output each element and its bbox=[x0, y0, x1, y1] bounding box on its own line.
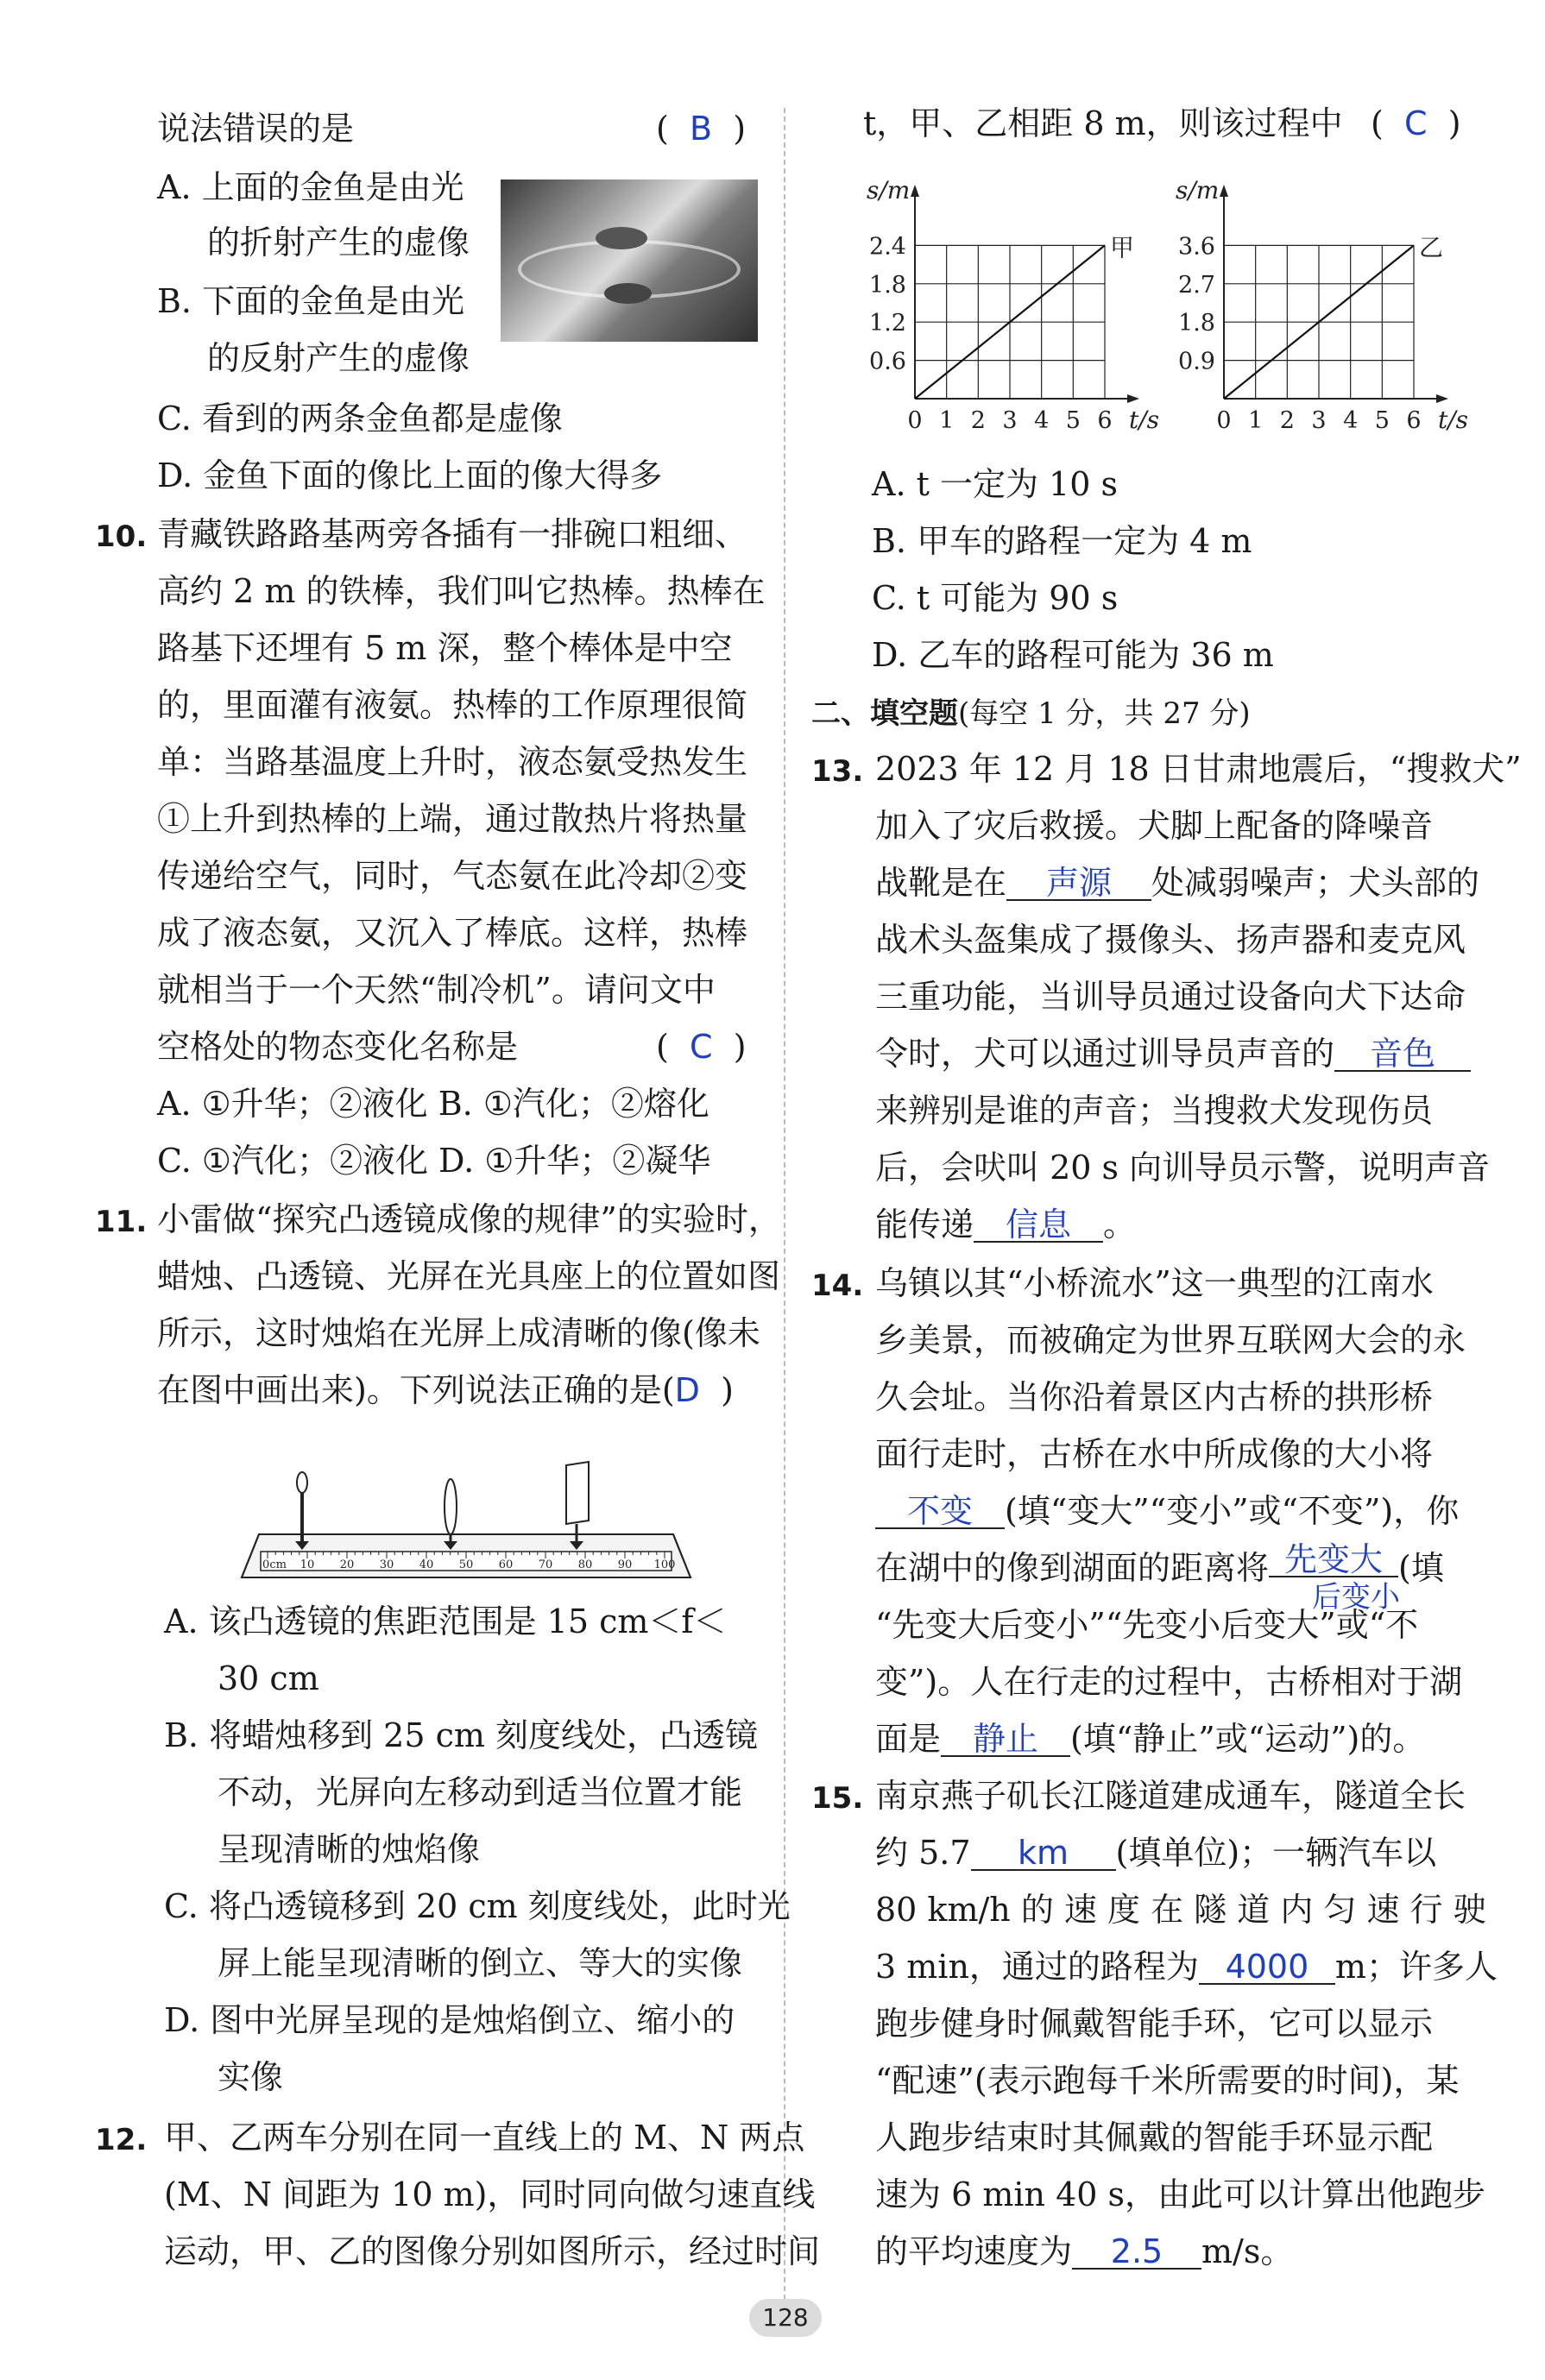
chart-jia bbox=[854, 173, 1165, 431]
page-number: 128 bbox=[749, 2299, 822, 2337]
goldfish-upper bbox=[596, 227, 647, 249]
goldfish-photo bbox=[501, 179, 758, 342]
candle-flame bbox=[297, 1472, 307, 1493]
column-divider bbox=[784, 108, 785, 2317]
q11-answer: D bbox=[674, 1371, 700, 1409]
q14-text: (填“变大”“变小”或“不变”)，你 bbox=[1005, 1492, 1460, 1530]
q9-option-a: A. 上面的金鱼是由光 bbox=[157, 168, 464, 206]
q15-text: 3 min，通过的路程为 bbox=[875, 1948, 1199, 1986]
y-tick-label: 0.9 bbox=[1178, 348, 1215, 375]
x-tick-label: 6 bbox=[1097, 407, 1113, 431]
q14-line bbox=[875, 1492, 1460, 1530]
q15-line bbox=[875, 2232, 1294, 2270]
y-axis-arrow bbox=[1220, 185, 1228, 197]
x-axis-label: t/s bbox=[1438, 406, 1469, 431]
q14-blank-2[interactable]: 先变大 bbox=[1269, 1543, 1398, 1577]
q15-blank-2[interactable]: 4000 bbox=[1199, 1950, 1335, 1985]
q14-line: “先变大后变小”“先变小后变大”或“不 bbox=[875, 1606, 1419, 1644]
q15-number: 15. bbox=[811, 1781, 864, 1816]
q11-option-b-cont: 呈现清晰的烛焰像 bbox=[218, 1830, 481, 1868]
q9-option-a-cont: 的折射产生的虚像 bbox=[207, 224, 470, 261]
q9-option-b: B. 下面的金鱼是由光 bbox=[157, 282, 465, 320]
q9-option-c: C. 看到的两条金鱼都是虚像 bbox=[157, 400, 563, 438]
q14-line: 乡美景，而被确定为世界互联网大会的永 bbox=[875, 1321, 1466, 1359]
bench-tick-label: 10 bbox=[300, 1558, 315, 1571]
q14-text: 面是 bbox=[875, 1720, 942, 1758]
q9-tail bbox=[157, 110, 355, 148]
q13-line: 三重功能，当训导员通过设备向犬下达命 bbox=[875, 978, 1466, 1016]
q13-line: 后，会吠叫 20 s 向训导员示警，说明声音 bbox=[875, 1149, 1491, 1187]
y-tick-label: 2.7 bbox=[1178, 271, 1215, 299]
bench-tick-label: 100 bbox=[653, 1558, 676, 1571]
q13-text: 战靴是在 bbox=[875, 864, 1007, 902]
q12-number: 12. bbox=[95, 2123, 148, 2157]
q11-option-a: A. 该凸透镜的焦距范围是 15 cm＜f＜ bbox=[164, 1602, 727, 1640]
q11-option-d: D. 图中光屏呈现的是烛焰倒立、缩小的 bbox=[164, 2001, 735, 2039]
q9-tail-text: 说法错误的是 bbox=[157, 110, 355, 148]
q13-line bbox=[875, 1208, 1136, 1243]
q10-line: 路基下还埋有 5 m 深，整个棒体是中空 bbox=[157, 629, 733, 667]
q12-answer-box: ( C ) bbox=[1371, 104, 1461, 142]
q14-blank-1[interactable]: 不变 bbox=[875, 1495, 1005, 1529]
bench-tick-label: 60 bbox=[498, 1558, 514, 1571]
q11-option-a-cont: 30 cm bbox=[218, 1659, 319, 1697]
q13-line: 加入了灾后救援。犬脚上配备的降噪音 bbox=[875, 807, 1434, 845]
q10-options-row2: C. ①汽化；②液化 D. ①升华；②凝华 bbox=[157, 1142, 711, 1180]
q13-text: 处减弱噪声；犬头部的 bbox=[1151, 864, 1480, 902]
q10-line: 就相当于一个天然“制冷机”。请问文中 bbox=[157, 971, 716, 1009]
q11-line: 小雷做“探究凸透镜成像的规律”的实验时， bbox=[157, 1200, 781, 1238]
x-axis-arrow bbox=[1127, 394, 1139, 403]
q15-line bbox=[875, 1836, 1436, 1871]
q10-line: 高约 2 m 的铁棒，我们叫它热棒。热棒在 bbox=[157, 572, 766, 610]
q13-text: 。 bbox=[1103, 1206, 1137, 1244]
bench-tick-label: 30 bbox=[379, 1558, 394, 1571]
section-2-title: 二、填空题 bbox=[811, 696, 958, 731]
q11-line: 在图中画出来)。下列说法正确的是(D ) bbox=[157, 1371, 734, 1409]
q15-text: 的平均速度为 bbox=[875, 2232, 1073, 2270]
q10-line: 青藏铁路路基两旁各插有一排碗口粗细、 bbox=[157, 515, 748, 553]
x-tick-label: 4 bbox=[1343, 407, 1359, 431]
q15-text: m；许多人 bbox=[1334, 1948, 1498, 1986]
q12-option-b: B. 甲车的路程一定为 4 m bbox=[872, 522, 1252, 560]
q10-options-row1: A. ①升华；②液化 B. ①汽化；②熔化 bbox=[157, 1085, 709, 1123]
bench-tick-label: 80 bbox=[577, 1558, 593, 1571]
chart-yi bbox=[1163, 173, 1474, 431]
x-tick-label: 2 bbox=[970, 407, 986, 431]
q11-option-d-cont: 实像 bbox=[218, 2058, 284, 2096]
q14-line: 乌镇以其“小桥流水”这一典型的江南水 bbox=[875, 1264, 1434, 1302]
y-axis-label: s/m bbox=[867, 176, 911, 205]
x-tick-label: 1 bbox=[939, 407, 955, 431]
q13-line bbox=[875, 866, 1479, 901]
q14-text: (填“静止”或“运动”)的。 bbox=[1070, 1720, 1426, 1758]
q13-line: 战术头盔集成了摄像头、扬声器和麦克风 bbox=[875, 921, 1466, 959]
y-tick-label: 1.8 bbox=[1178, 310, 1215, 337]
x-tick-label: 1 bbox=[1248, 407, 1264, 431]
q11-line-text: 在图中画出来)。下列说法正确的是( bbox=[157, 1371, 675, 1409]
q13-text: 能传递 bbox=[875, 1206, 974, 1244]
y-tick-label: 0.6 bbox=[869, 348, 906, 375]
q15-line: “配速”(表示跑每千米所需要的时间)，某 bbox=[875, 2062, 1460, 2100]
q10-answer-box: ( C ) bbox=[656, 1028, 747, 1066]
q14-text: 在湖中的像到湖面的距离将 bbox=[875, 1549, 1270, 1587]
x-tick-label: 0 bbox=[1216, 407, 1232, 431]
y-tick-label: 1.8 bbox=[869, 271, 906, 299]
q14-blank-3[interactable]: 静止 bbox=[941, 1722, 1070, 1757]
q15-line: 跑步健身时佩戴智能手环，它可以显示 bbox=[875, 2005, 1434, 2043]
optical-bench-diagram bbox=[233, 1448, 699, 1586]
y-tick-label: 1.2 bbox=[869, 310, 906, 337]
q11-number: 11. bbox=[95, 1205, 148, 1239]
q12-option-a: A. t 一定为 10 s bbox=[872, 465, 1118, 503]
q12-option-d: D. 乙车的路程可能为 36 m bbox=[872, 636, 1274, 674]
x-tick-label: 5 bbox=[1065, 407, 1081, 431]
x-tick-label: 4 bbox=[1034, 407, 1050, 431]
q9-answer: B bbox=[689, 110, 713, 148]
x-axis-arrow bbox=[1436, 394, 1448, 403]
q10-line: 单：当路基温度上升时，液态氨受热发生 bbox=[157, 743, 748, 781]
q12-answer: C bbox=[1403, 104, 1428, 142]
q10-line: 成了液态氨，又沉入了棒底。这样，热棒 bbox=[157, 914, 748, 952]
q13-blank-2[interactable]: 音色 bbox=[1334, 1037, 1471, 1072]
q13-text: 令时，犬可以通过训导员声音的 bbox=[875, 1035, 1335, 1073]
q13-line bbox=[875, 1037, 1471, 1072]
q13-line: 2023 年 12 月 18 日甘肃地震后，“搜救犬” bbox=[875, 750, 1522, 788]
bench-tick-label: 50 bbox=[458, 1558, 474, 1571]
y-axis-arrow bbox=[911, 185, 919, 197]
q14-line: 面行走时，古桥在水中所成像的大小将 bbox=[875, 1435, 1434, 1473]
q14-line bbox=[875, 1722, 1425, 1757]
q14-text: (填 bbox=[1398, 1549, 1444, 1587]
q13-blank-1[interactable]: 声源 bbox=[1006, 866, 1151, 901]
bench-tick-label: 90 bbox=[617, 1558, 633, 1571]
q11-option-c: C. 将凸透镜移到 20 cm 刻度线处，此时光 bbox=[164, 1887, 791, 1925]
series-label: 乙 bbox=[1419, 233, 1444, 262]
x-tick-label: 6 bbox=[1406, 407, 1422, 431]
x-axis-label: t/s bbox=[1129, 406, 1160, 431]
q9-option-b-cont: 的反射产生的虚像 bbox=[207, 339, 470, 377]
q15-text: m/s。 bbox=[1201, 2232, 1294, 2270]
x-tick-label: 5 bbox=[1374, 407, 1390, 431]
q15-line: 人跑步结束时其佩戴的智能手环显示配 bbox=[875, 2119, 1434, 2156]
bench-tick-label: 70 bbox=[538, 1558, 553, 1571]
light-screen bbox=[566, 1462, 589, 1524]
series-label: 甲 bbox=[1110, 233, 1135, 262]
convex-lens bbox=[445, 1479, 457, 1534]
q9-option-d: D. 金鱼下面的像比上面的像大得多 bbox=[157, 456, 663, 494]
q11-option-b: B. 将蜡烛移到 25 cm 刻度线处，凸透镜 bbox=[164, 1716, 758, 1754]
q11-option-b-cont: 不动，光屏向左移动到适当位置才能 bbox=[218, 1773, 743, 1811]
x-tick-label: 2 bbox=[1279, 407, 1295, 431]
q14-line: 久会址。当你沿着景区内古桥的拱形桥 bbox=[875, 1378, 1434, 1416]
q15-text: (填单位)；一辆汽车以 bbox=[1115, 1834, 1437, 1872]
q11-line: 蜡烛、凸透镜、光屏在光具座上的位置如图 bbox=[157, 1257, 781, 1295]
q10-line: ①上升到热棒的上端，通过散热片将热量 bbox=[157, 800, 748, 838]
q9-answer-box: ( B ) bbox=[656, 110, 747, 148]
q10-line: 空格处的物态变化名称是 bbox=[157, 1028, 519, 1066]
section-2-note: (每空 1 分，共 27 分) bbox=[958, 696, 1251, 731]
q13-number: 13. bbox=[811, 754, 864, 789]
q12-option-c: C. t 可能为 90 s bbox=[872, 579, 1119, 617]
y-tick-label: 2.4 bbox=[869, 233, 906, 261]
q12-line: (M、N 间距为 10 m)，同时同向做匀速直线 bbox=[164, 2175, 816, 2213]
bench-tick-label: 0cm bbox=[262, 1558, 287, 1571]
x-tick-label: 3 bbox=[1002, 407, 1018, 431]
bench-tick-label: 20 bbox=[339, 1558, 355, 1571]
q15-line: 速为 6 min 40 s，由此可以计算出他跑步 bbox=[875, 2175, 1486, 2213]
q15-line bbox=[875, 1950, 1498, 1985]
q10-line: 的，里面灌有液氨。热棒的工作原理很简 bbox=[157, 686, 748, 724]
y-tick-label: 3.6 bbox=[1178, 233, 1215, 261]
q14-line: 变”)。人在行走的过程中，古桥相对于湖 bbox=[875, 1663, 1463, 1701]
q15-blank-3[interactable]: 2.5 bbox=[1072, 2235, 1201, 2270]
bench-tick-label: 40 bbox=[419, 1558, 434, 1571]
q14-blank-2-overflow: 后变小 bbox=[1312, 1580, 1400, 1615]
q12-tail: t，甲、乙相距 8 m，则该过程中 bbox=[863, 104, 1343, 142]
q15-line: 80 km/h 的 速 度 在 隧 道 内 匀 速 行 驶 bbox=[875, 1891, 1486, 1929]
q10-answer: C bbox=[689, 1028, 713, 1066]
q11-option-c-cont: 屏上能呈现清晰的倒立、等大的实像 bbox=[218, 1944, 743, 1982]
q14-number: 14. bbox=[811, 1269, 864, 1303]
q13-blank-3[interactable]: 信息 bbox=[974, 1208, 1103, 1243]
q15-blank-1[interactable]: km bbox=[971, 1836, 1116, 1871]
y-axis-label: s/m bbox=[1176, 176, 1220, 205]
q15-line: 南京燕子矶长江隧道建成通车，隧道全长 bbox=[875, 1777, 1466, 1815]
x-tick-label: 3 bbox=[1311, 407, 1327, 431]
q15-text: 约 5.7 bbox=[875, 1834, 971, 1872]
q11-line: 所示，这时烛焰在光屏上成清晰的像(像未 bbox=[157, 1314, 760, 1352]
q10-number: 10. bbox=[95, 519, 148, 554]
q13-line: 来辨别是谁的声音；当搜救犬发现伤员 bbox=[875, 1092, 1434, 1130]
q12-line: 甲、乙两车分别在同一直线上的 M、N 两点 bbox=[164, 2119, 805, 2156]
section-2-heading bbox=[811, 696, 1251, 731]
x-tick-label: 0 bbox=[907, 407, 923, 431]
q12-line: 运动，甲、乙的图像分别如图所示，经过时间 bbox=[164, 2232, 821, 2270]
q10-line: 传递给空气，同时，气态氨在此冷却②变 bbox=[157, 857, 748, 895]
goldfish-lower bbox=[604, 283, 652, 304]
